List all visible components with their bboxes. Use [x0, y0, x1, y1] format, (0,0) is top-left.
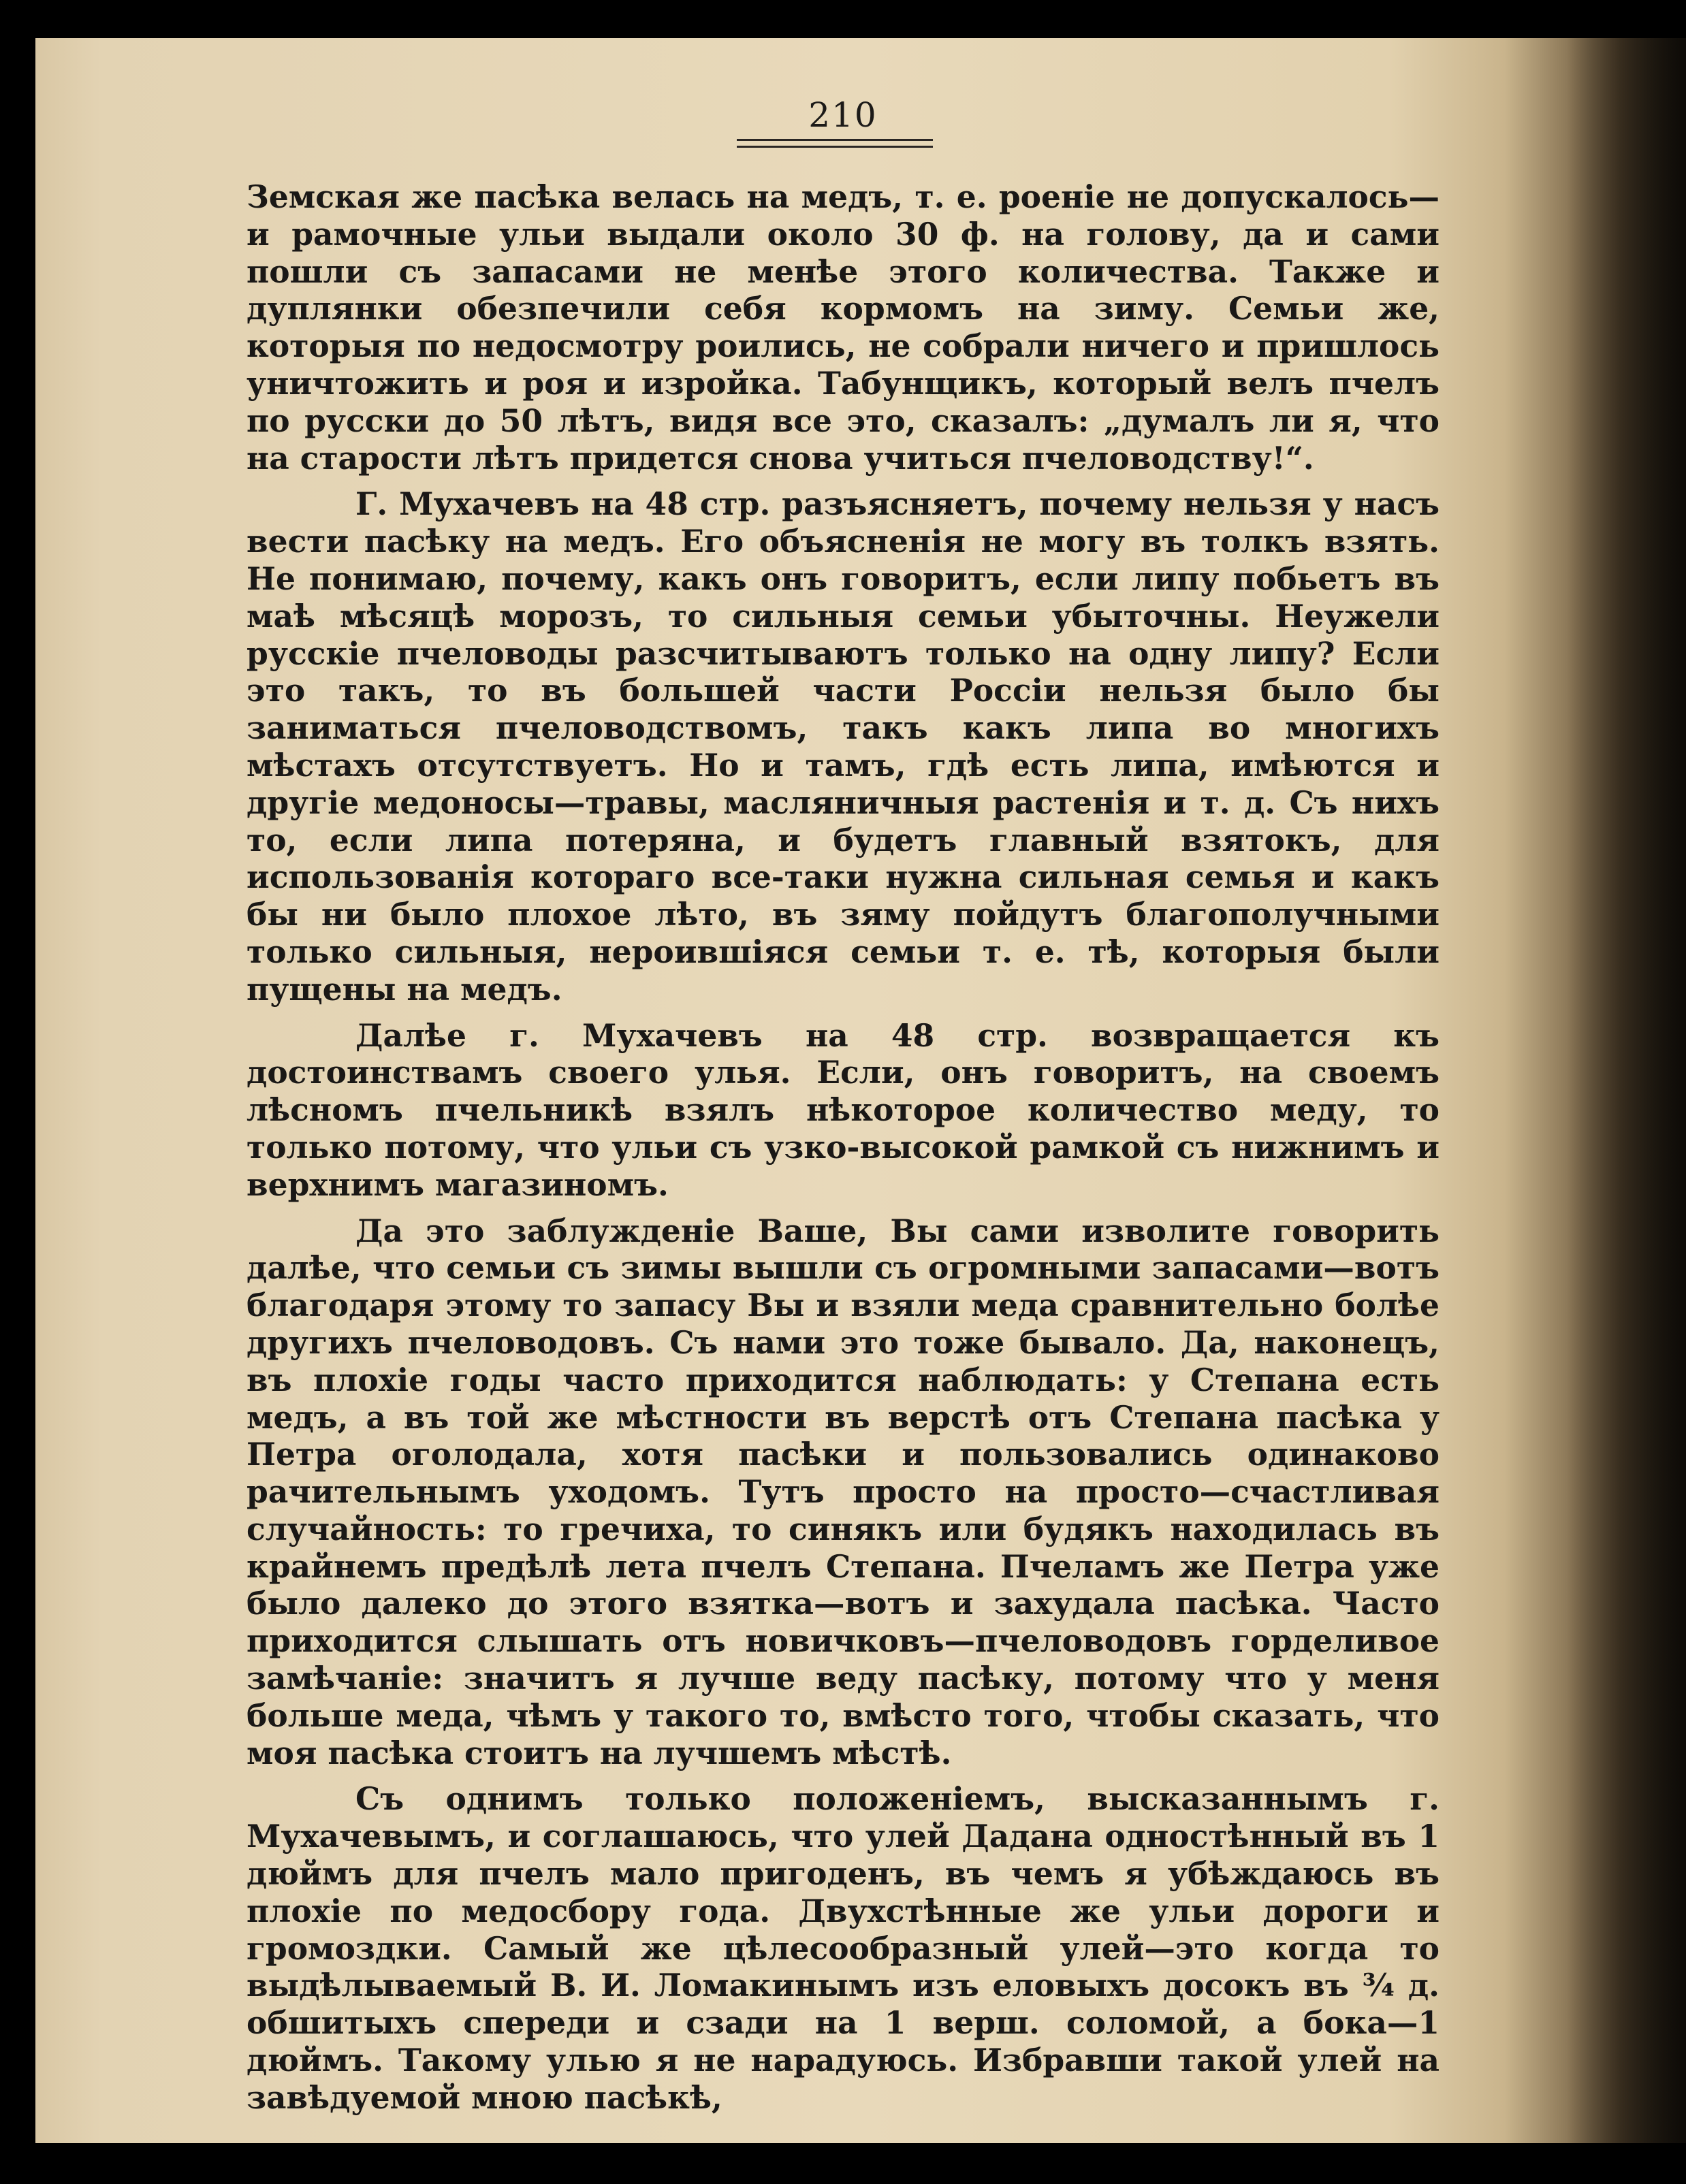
- paragraph: Да это заблужденіе Ваше, Вы сами изволите говорить далѣе, что семьи съ зимы вышли съ огромными запасами—вотъ благодаря этому то запасу Вы и взяли меда сравнительно болѣе другихъ пчеловодовъ. Съ нами это тоже бывало. Да, наконецъ, въ плохіе годы часто приходится наблюдать: у Степана есть медъ, а въ той же мѣстности въ верстѣ отъ Степана пасѣка у Петра оголодала, хотя пасѣки и пользовались одинаково рачительнымъ уходомъ. Тутъ просто на просто—счастливая случайность: то гречиха, то синякъ или будякъ находилась въ крайнемъ предѣлѣ лета пчелъ Степана. Пчеламъ же Петра уже было далеко до этого взятка—вотъ и захудала пасѣка. Часто приходится слышать отъ новичковъ—пчеловодовъ горделивое замѣчаніе: значитъ я лучше веду пасѣку, потому что у меня больше меда, чѣмъ у такого то, вмѣсто того, чтобы сказать, что моя пасѣка стоитъ на лучшемъ мѣстѣ.: [246, 1212, 1440, 1771]
- paragraph: Г. Мухачевъ на 48 стр. разъясняетъ, почему нельзя у насъ вести пасѣку на медъ. Его объясненія не могу въ толкъ взять. Не понимаю, почему, какъ онъ говоритъ, если липу побьетъ въ маѣ мѣсяцѣ морозъ, то сильныя семьи убыточны. Неужели русскіе пчеловоды разсчитываютъ только на одну липу? Если это такъ, то въ большей части Россіи нельзя было бы заниматься пчеловодствомъ, такъ какъ липа во многихъ мѣстахъ отсутствуетъ. Но и тамъ, гдѣ есть липа, имѣются и другіе медоносы—травы, масляничныя растенія и т. д. Съ нихъ то, если липа потеряна, и будетъ главный взятокъ, для использованія котораго все-таки нужна сильная семья и какъ бы ни было плохое лѣто, въ зяму пойдутъ благополучными только сильныя, нероившіяся семьи т. е. тѣ, которыя были пущены на медъ.: [246, 485, 1440, 1008]
- paragraph: Земская же пасѣка велась на медъ, т. е. роеніе не допускалось—и рамочные ульи выдали около 30 ф. на голову, да и сами пошли съ запасами не менѣе этого количества. Также и дуплянки обезпечили себя кормомъ на зиму. Семьи же, которыя по недосмотру роились, не собрали ничего и пришлось уничтожить и роя и изройка. Табунщикъ, который велъ пчелъ по русски до 50 лѣтъ, видя все это, сказалъ: „думалъ ли я, что на старости лѣтъ придется снова учиться пчеловодству!“.: [246, 178, 1440, 477]
- header-rule-bottom: [737, 146, 933, 148]
- page-number: 210: [808, 95, 878, 135]
- paragraph: Далѣе г. Мухачевъ на 48 стр. возвращается къ достоинствамъ своего улья. Если, онъ говоритъ, на своемъ лѣсномъ пчельникѣ взялъ нѣкоторое количество меду, то только потому, что ульи съ узко-высокой рамкой съ нижнимъ и верхнимъ магазиномъ.: [246, 1016, 1440, 1203]
- body-text: [246, 178, 1440, 2117]
- paragraph: Съ однимъ только положеніемъ, высказаннымъ г. Мухачевымъ, и соглашаюсь, что улей Дадана одностѣнный въ 1 дюймъ для пчелъ мало пригоденъ, въ чемъ я убѣждаюсь въ плохіе по медосбору года. Двухстѣнные же ульи дороги и громоздки. Самый же цѣлесообразный улей—это когда то выдѣлываемый В. И. Ломакинымъ изъ еловыхъ досокъ въ ¾ д. обшитыхъ спереди и сзади на 1 верш. соломой, а бока—1 дюймъ. Такому улью я не нарадуюсь. Избравши такой улей на завѣдуемой мною пасѣкѣ,: [246, 1780, 1440, 2116]
- page-gutter-shadow: [1566, 38, 1686, 2143]
- header-rule-top: [737, 139, 933, 141]
